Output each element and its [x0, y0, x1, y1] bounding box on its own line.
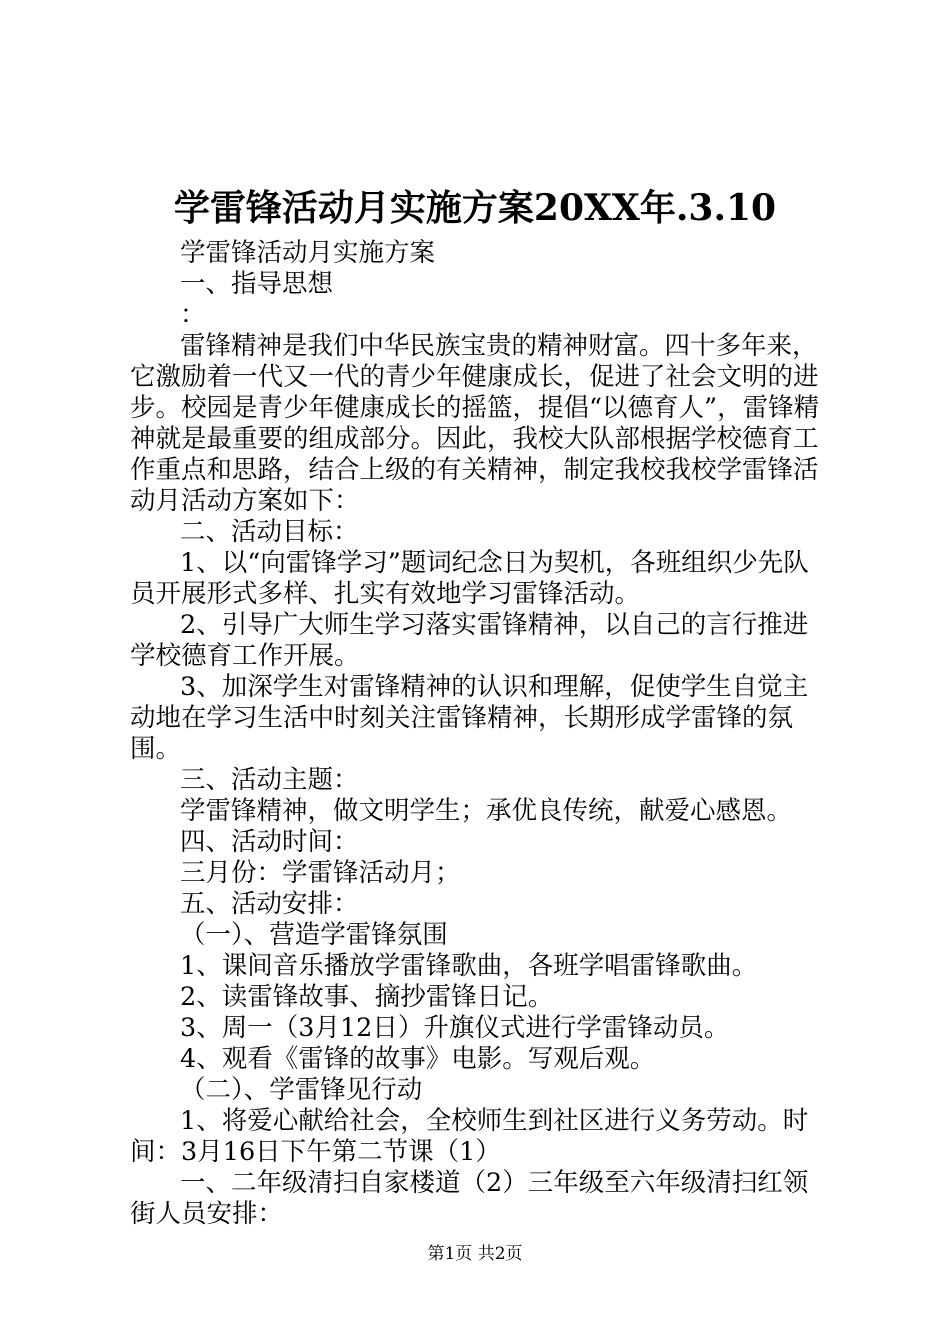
paragraph: 学雷锋活动月实施方案	[180, 238, 436, 268]
paragraph: 三、活动主题：	[180, 765, 359, 795]
paragraph: 1、将爱心献给社会，全校师生到社区进行义务劳动。时间：3月16日下午第二节课（1）	[130, 1106, 809, 1167]
paragraph: 学雷锋精神，做文明学生；承优良传统，献爱心感恩。	[180, 796, 793, 826]
paragraph: ：	[180, 300, 206, 330]
page-footer: 第1页 共2页	[427, 1244, 523, 1264]
paragraph: 3、周一（3月12日）升旗仪式进行学雷锋动员。	[180, 1013, 730, 1043]
paragraph: 雷锋精神是我们中华民族宝贵的精神财富。四十多年来，它激励着一代又一代的青少年健康成长，促进了社会文明的进步。校园是青少年健康成长的摇篮，提倡“以德育人”，雷锋精神就是最重要的组成部分。因此，我校大队部根据学校德育工作重点和思路，结合上级的有关精神，制定我校我校学雷锋活动月活动方案如下：	[130, 331, 820, 516]
paragraph: 1、以“向雷锋学习”题词纪念日为契机，各班组织少先队员开展形式多样、扎实有效地学习雷锋活动。	[130, 548, 809, 609]
paragraph: 一、指导思想	[180, 269, 334, 299]
paragraph: （二）、学雷锋见行动	[180, 1075, 423, 1105]
paragraph: 三月份：学雷锋活动月；	[180, 858, 461, 888]
paragraph: 2、引导广大师生学习落实雷锋精神，以自己的言行推进学校德育工作开展。	[130, 610, 809, 671]
paragraph: 五、活动安排：	[180, 889, 359, 919]
document-title: 学雷锋活动月实施方案20XX年.3.10	[173, 187, 777, 229]
paragraph: 1、课间音乐播放学雷锋歌曲，各班学唱雷锋歌曲。	[180, 951, 758, 981]
paragraph: 二、活动目标：	[180, 517, 359, 547]
paragraph: 2、读雷锋故事、摘抄雷锋日记。	[180, 982, 554, 1012]
paragraph: 一、二年级清扫自家楼道（2）三年级至六年级清扫红领街人员安排：	[130, 1168, 809, 1229]
document-body	[130, 238, 830, 1230]
paragraph: 4、观看《雷锋的故事》电影。写观后观。	[180, 1044, 656, 1074]
paragraph: 四、活动时间：	[180, 827, 359, 857]
paragraph: 3、加深学生对雷锋精神的认识和理解，促使学生自觉主动地在学习生活中时刻关注雷锋精神，长期形成学雷锋的氛围。	[130, 672, 809, 764]
paragraph: （一）、营造学雷锋氛围	[180, 920, 448, 950]
